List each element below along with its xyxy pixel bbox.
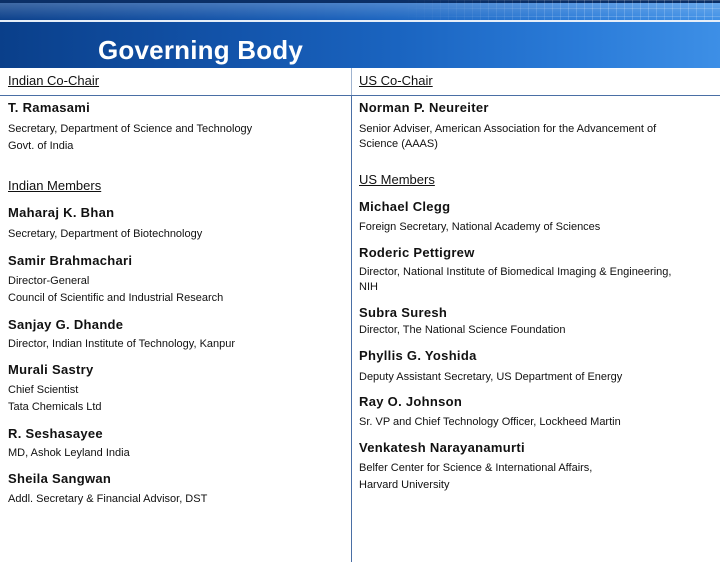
us-member-name: Phyllis G. Yoshida bbox=[359, 348, 477, 363]
us-member-name: Venkatesh Narayanamurti bbox=[359, 440, 525, 455]
us-member-desc: Deputy Assistant Secretary, US Department of Energy bbox=[359, 371, 623, 383]
indian-cochair-desc-line1: Secretary, Department of Science and Technology bbox=[8, 123, 253, 135]
indian-member-name: Sheila Sangwan bbox=[8, 471, 112, 486]
us-cochair-header: US Co-Chair bbox=[359, 73, 433, 88]
indian-cochair-header: Indian Co-Chair bbox=[8, 73, 100, 88]
indian-members-header: Indian Members bbox=[8, 178, 102, 193]
banner-grid-pattern bbox=[400, 0, 720, 22]
us-member-desc: Director, The National Science Foundation bbox=[359, 324, 566, 336]
us-member-desc: Director, National Institute of Biomedical Imaging & Engineering, bbox=[359, 266, 672, 278]
us-member-name: Subra Suresh bbox=[359, 305, 448, 320]
page-title: Governing Body bbox=[98, 35, 304, 65]
indian-member-name: Sanjay G. Dhande bbox=[8, 317, 124, 332]
header-row-divider bbox=[0, 95, 720, 96]
banner-rule bbox=[0, 20, 720, 22]
indian-member-desc: Director-General bbox=[8, 275, 90, 287]
indian-member-desc: MD, Ashok Leyland India bbox=[8, 447, 130, 459]
indian-member-name: Samir Brahmachari bbox=[8, 253, 133, 268]
title-banner bbox=[0, 0, 720, 68]
us-cochair-name: Norman P. Neureiter bbox=[359, 100, 489, 115]
indian-member-name: Maharaj K. Bhan bbox=[8, 205, 115, 220]
us-member-name: Michael Clegg bbox=[359, 199, 451, 214]
indian-cochair-desc-line2: Govt. of India bbox=[8, 140, 74, 152]
us-member-desc: Foreign Secretary, National Academy of Sciences bbox=[359, 221, 601, 233]
indian-cochair-name: T. Ramasami bbox=[8, 100, 91, 115]
us-member-desc: Belfer Center for Science & International Affairs, bbox=[359, 462, 593, 474]
column-divider bbox=[351, 95, 352, 562]
indian-member-desc: Secretary, Department of Biotechnology bbox=[8, 228, 203, 240]
indian-member-desc: Tata Chemicals Ltd bbox=[8, 401, 102, 413]
us-member-desc: Sr. VP and Chief Technology Officer, Lockheed Martin bbox=[359, 416, 621, 428]
us-cochair-desc-line1: Senior Adviser, American Association for the Advancement of bbox=[359, 123, 657, 135]
us-member-name: Roderic Pettigrew bbox=[359, 245, 475, 260]
indian-member-desc: Chief Scientist bbox=[8, 384, 79, 396]
us-cochair-desc-line2: Science (AAAS) bbox=[359, 138, 438, 150]
indian-member-name: Murali Sastry bbox=[8, 362, 94, 377]
us-member-desc: NIH bbox=[359, 281, 378, 293]
us-member-name: Ray O. Johnson bbox=[359, 394, 463, 409]
indian-member-desc: Addl. Secretary & Financial Advisor, DST bbox=[8, 493, 208, 505]
us-member-desc: Harvard University bbox=[359, 479, 450, 491]
us-members-header: US Members bbox=[359, 172, 435, 187]
indian-member-name: R. Seshasayee bbox=[8, 426, 103, 441]
column-divider-top bbox=[351, 68, 352, 95]
indian-member-desc: Director, Indian Institute of Technology, Kanpur bbox=[8, 338, 236, 350]
indian-member-desc: Council of Scientific and Industrial Research bbox=[8, 292, 224, 304]
